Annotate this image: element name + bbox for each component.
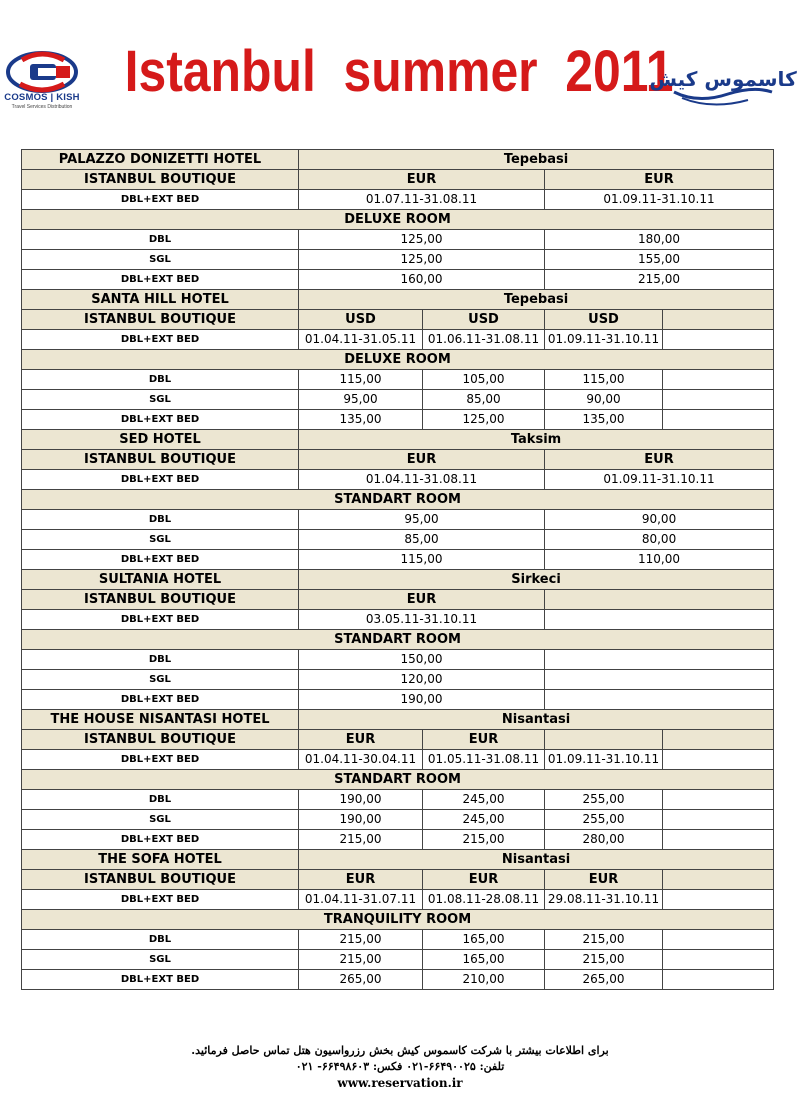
rate-value: 115,00 [299,550,545,570]
rate-value: 95,00 [299,390,423,410]
footer-website-link[interactable]: www.reservation.ir [337,1076,463,1090]
hotel-name: SULTANIA HOTEL [22,570,299,590]
currency-row [22,730,774,750]
rate-label: DBL+EXT BED [22,830,299,850]
rate-value: 125,00 [299,230,545,250]
rate-label: SGL [22,390,299,410]
rate-label: DBL [22,370,299,390]
rate-row [22,970,774,990]
currency-cell: EUR [299,170,545,190]
rate-label: DBL [22,790,299,810]
rate-row [22,230,774,250]
rate-value: 190,00 [299,690,545,710]
period-cell: 29.08.11-31.10.11 [545,890,663,910]
period-row-label: DBL+EXT BED [22,190,299,210]
rate-value: 215,00 [299,830,423,850]
room-type: STANDART ROOM [22,630,774,650]
rate-value: 245,00 [423,790,545,810]
rate-value: 255,00 [545,810,663,830]
rate-label: SGL [22,810,299,830]
rate-value [663,810,774,830]
period-row-label: DBL+EXT BED [22,750,299,770]
currency-cell: EUR [423,730,545,750]
hotel-location: Sirkeci [299,570,774,590]
rate-value: 255,00 [545,790,663,810]
hotel-category: ISTANBUL BOUTIQUE [22,310,299,330]
period-cell: 01.07.11-31.08.11 [299,190,545,210]
hotel-location: Nisantasi [299,710,774,730]
page-title: Istanbul summer 2011 [124,39,674,104]
hotel-name: SED HOTEL [22,430,299,450]
rate-row [22,390,774,410]
room-type: TRANQUILITY ROOM [22,910,774,930]
rate-value: 90,00 [545,510,774,530]
hotel-category: ISTANBUL BOUTIQUE [22,730,299,750]
rate-label: SGL [22,670,299,690]
cosmos-globe-icon [2,50,82,94]
rate-value [663,370,774,390]
rate-value: 160,00 [299,270,545,290]
rate-row [22,650,774,670]
period-cell: 01.09.11-31.10.11 [545,470,774,490]
rate-row [22,270,774,290]
rate-label: SGL [22,950,299,970]
room-type-row [22,210,774,230]
period-cell: 01.04.11-30.04.11 [299,750,423,770]
currency-cell: EUR [299,590,545,610]
period-row-label: DBL+EXT BED [22,610,299,630]
hotel-name: THE SOFA HOTEL [22,850,299,870]
currency-cell [663,310,774,330]
rate-value [663,830,774,850]
period-cell: 01.08.11-28.08.11 [423,890,545,910]
currency-row [22,870,774,890]
rate-value: 150,00 [299,650,545,670]
currency-cell: USD [299,310,423,330]
hotel-name: PALAZZO DONIZETTI HOTEL [22,150,299,170]
hotel-category: ISTANBUL BOUTIQUE [22,170,299,190]
page-header [0,0,800,140]
currency-cell: USD [545,310,663,330]
period-row [22,750,774,770]
rate-value [663,930,774,950]
hotel-category: ISTANBUL BOUTIQUE [22,870,299,890]
currency-row [22,590,774,610]
hotel-location: Tepebasi [299,150,774,170]
currency-cell: EUR [299,730,423,750]
currency-cell: EUR [545,170,774,190]
currency-cell: EUR [299,870,423,890]
room-type-row [22,350,774,370]
period-cell: 01.05.11-31.08.11 [423,750,545,770]
rate-label: DBL+EXT BED [22,410,299,430]
currency-cell: EUR [545,450,774,470]
rate-value [545,650,774,670]
rate-value [663,390,774,410]
cosmos-kish-logo [2,50,82,112]
rate-value: 125,00 [299,250,545,270]
rate-value: 120,00 [299,670,545,690]
period-row [22,470,774,490]
rate-value: 245,00 [423,810,545,830]
room-type-row [22,910,774,930]
rate-label: DBL+EXT BED [22,970,299,990]
room-type: STANDART ROOM [22,490,774,510]
rate-row [22,950,774,970]
period-cell: 03.05.11-31.10.11 [299,610,545,630]
rate-row [22,550,774,570]
period-cell [545,610,774,630]
rate-value: 190,00 [299,790,423,810]
calligraphy-logo-icon [649,50,797,112]
rate-label: DBL+EXT BED [22,270,299,290]
hotel-location: Nisantasi [299,850,774,870]
rate-value: 115,00 [299,370,423,390]
rate-row [22,530,774,550]
period-row-label: DBL+EXT BED [22,890,299,910]
period-row [22,890,774,910]
hotel-name-row [22,290,774,310]
rate-value: 265,00 [299,970,423,990]
rate-value: 80,00 [545,530,774,550]
period-cell: 01.04.11-31.07.11 [299,890,423,910]
rate-value: 215,00 [545,930,663,950]
hotel-name-row [22,430,774,450]
room-type: DELUXE ROOM [22,350,774,370]
currency-cell [663,870,774,890]
hotel-price-table [21,149,774,990]
rate-row [22,410,774,430]
rate-value: 95,00 [299,510,545,530]
rate-row [22,790,774,810]
rate-value: 110,00 [545,550,774,570]
rate-row [22,670,774,690]
rate-value: 135,00 [545,410,663,430]
rate-value: 115,00 [545,370,663,390]
rate-value: 165,00 [423,930,545,950]
rate-value: 85,00 [299,530,545,550]
currency-cell [545,590,774,610]
rate-value: 155,00 [545,250,774,270]
currency-cell: EUR [299,450,545,470]
rate-value: 125,00 [423,410,545,430]
rate-row [22,370,774,390]
currency-row [22,450,774,470]
period-row [22,190,774,210]
rate-label: DBL [22,510,299,530]
currency-cell: EUR [423,870,545,890]
room-type-row [22,490,774,510]
hotel-name: SANTA HILL HOTEL [22,290,299,310]
rate-value: 180,00 [545,230,774,250]
period-row-label: DBL+EXT BED [22,470,299,490]
rate-value: 105,00 [423,370,545,390]
rate-row [22,830,774,850]
room-type-row [22,770,774,790]
currency-row [22,310,774,330]
hotel-name-row [22,710,774,730]
rate-value: 280,00 [545,830,663,850]
currency-cell [663,730,774,750]
hotel-location: Tepebasi [299,290,774,310]
rate-row [22,810,774,830]
room-type: STANDART ROOM [22,770,774,790]
footer-phone-fax: تلفن: ۶۶۴۹۰۰۲۵-۰۲۱ فکس: ۶۶۴۹۸۶۰۳- ۰۲۱ [295,1060,505,1073]
period-cell [663,750,774,770]
hotel-location: Taksim [299,430,774,450]
currency-row [22,170,774,190]
rate-label: DBL [22,930,299,950]
rate-value: 215,00 [545,270,774,290]
hotel-name: THE HOUSE NISANTASI HOTEL [22,710,299,730]
period-cell [663,330,774,350]
rate-value [663,790,774,810]
period-cell: 01.09.11-31.10.11 [545,750,663,770]
rate-value: 215,00 [545,950,663,970]
rate-row [22,510,774,530]
rate-value: 265,00 [545,970,663,990]
rate-value [663,950,774,970]
currency-cell [545,730,663,750]
hotel-name-row [22,850,774,870]
period-cell: 01.04.11-31.08.11 [299,470,545,490]
persian-logo-text: کاسموس کیش [649,67,797,91]
rate-value: 215,00 [423,830,545,850]
rate-value: 210,00 [423,970,545,990]
period-row-label: DBL+EXT BED [22,330,299,350]
rate-value: 85,00 [423,390,545,410]
rate-value: 215,00 [299,950,423,970]
period-cell: 01.09.11-31.10.11 [545,330,663,350]
rate-row [22,930,774,950]
rate-value: 165,00 [423,950,545,970]
rate-label: DBL [22,230,299,250]
room-type: DELUXE ROOM [22,210,774,230]
contact-footer [0,1040,800,1100]
currency-cell: EUR [545,870,663,890]
period-row [22,610,774,630]
period-cell: 01.09.11-31.10.11 [545,190,774,210]
rate-label: DBL+EXT BED [22,690,299,710]
rate-value [545,670,774,690]
rate-label: DBL+EXT BED [22,550,299,570]
rate-value [545,690,774,710]
logo-brand-text: COSMOS | KISH [4,92,80,103]
rate-row [22,690,774,710]
room-type-row [22,630,774,650]
rate-value: 215,00 [299,930,423,950]
logo-tagline: Travel Services Distribution [11,104,73,110]
period-row [22,330,774,350]
rate-label: SGL [22,250,299,270]
rate-row [22,250,774,270]
hotel-name-row [22,150,774,170]
rate-label: DBL [22,650,299,670]
period-cell [663,890,774,910]
currency-cell: USD [423,310,545,330]
footer-info-text: برای اطلاعات بیشتر با شرکت کاسموس کیش بخش رزرواسیون هتل تماس حاصل فرمائید. [191,1044,609,1057]
rate-value [663,410,774,430]
hotel-category: ISTANBUL BOUTIQUE [22,590,299,610]
rate-value: 90,00 [545,390,663,410]
hotel-category: ISTANBUL BOUTIQUE [22,450,299,470]
period-cell: 01.06.11-31.08.11 [423,330,545,350]
rate-value: 135,00 [299,410,423,430]
rate-value [663,970,774,990]
period-cell: 01.04.11-31.05.11 [299,330,423,350]
hotel-name-row [22,570,774,590]
rate-value: 190,00 [299,810,423,830]
rate-label: SGL [22,530,299,550]
persian-logo [649,50,797,112]
